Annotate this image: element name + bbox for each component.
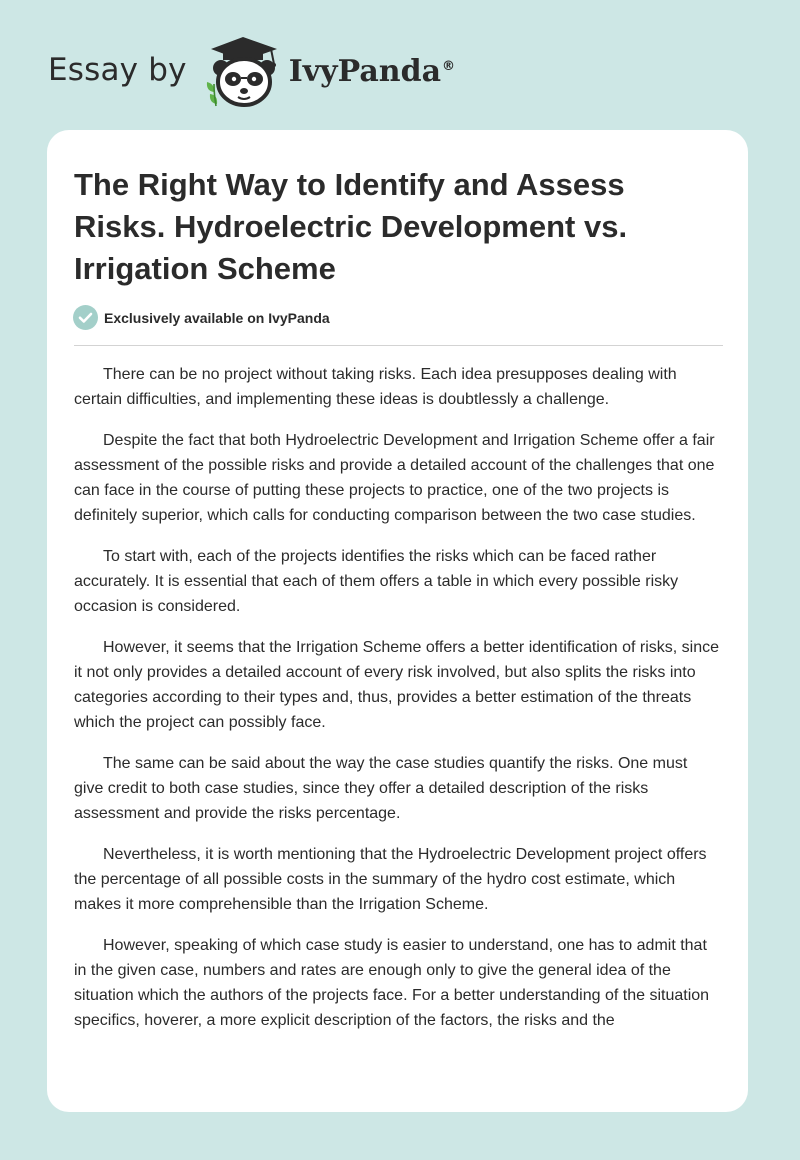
- panda-logo-icon[interactable]: [201, 34, 285, 110]
- paragraph: There can be no project without taking risks. Each idea presupposes dealing with certain difficulties, and implementing these ideas is doubtlessly a challenge.: [74, 366, 677, 408]
- paragraph: Despite the fact that both Hydroelectric Development and Irrigation Scheme offer a fair assessment of the possible risks and provide a detailed account of the challenges that one can face in the course of putting these projects to practice, one of the two projects is definitely superior, which calls for conducting comparison between the two case studies.: [74, 432, 715, 524]
- brand-name: IvyPanda®: [288, 53, 456, 89]
- check-circle-icon: [73, 305, 98, 330]
- essay-body: [74, 362, 720, 1049]
- title-divider: [74, 345, 723, 346]
- essay-title: The Right Way to Identify and Assess Risks. Hydroelectric Development vs. Irrigation Scheme: [74, 167, 628, 286]
- exclusive-label: Exclusively available on IvyPanda: [104, 309, 330, 326]
- site-header: [48, 34, 455, 110]
- exclusive-badge: [73, 305, 330, 330]
- registered-mark: ®: [442, 58, 456, 74]
- paragraph: However, speaking of which case study is easier to understand, one has to admit that in the given case, numbers and rates are enough only to give the general idea of the situation which the authors of the projects face. For a better understanding of the situation specifics, hoverer, a more explicit description of the factors, the risks and the: [74, 937, 710, 1029]
- brand-prefix: Essay by: [48, 52, 187, 88]
- paragraph: Nevertheless, it is worth mentioning that the Hydroelectric Development project offers the percentage of all possible costs in the summary of the hydro cost estimate, which makes it more comprehensible than the Irrigation Scheme.: [74, 846, 707, 913]
- paragraph: To start with, each of the projects identifies the risks which can be faced rather accurately. It is essential that each of them offers a table in which every possible risky occasion is considered.: [74, 548, 679, 615]
- paragraph: The same can be said about the way the case studies quantify the risks. One must give credit to both case studies, since they offer a detailed description of the risks assessment and provide the risks percentage.: [74, 755, 688, 822]
- essay-card: [47, 130, 748, 1112]
- paragraph: However, it seems that the Irrigation Scheme offers a better identification of risks, since it not only provides a detailed account of every risk involved, but also splits the risks into categories according to their types and, thus, provides a better estimation of the threats which the project can possibly face.: [74, 639, 719, 731]
